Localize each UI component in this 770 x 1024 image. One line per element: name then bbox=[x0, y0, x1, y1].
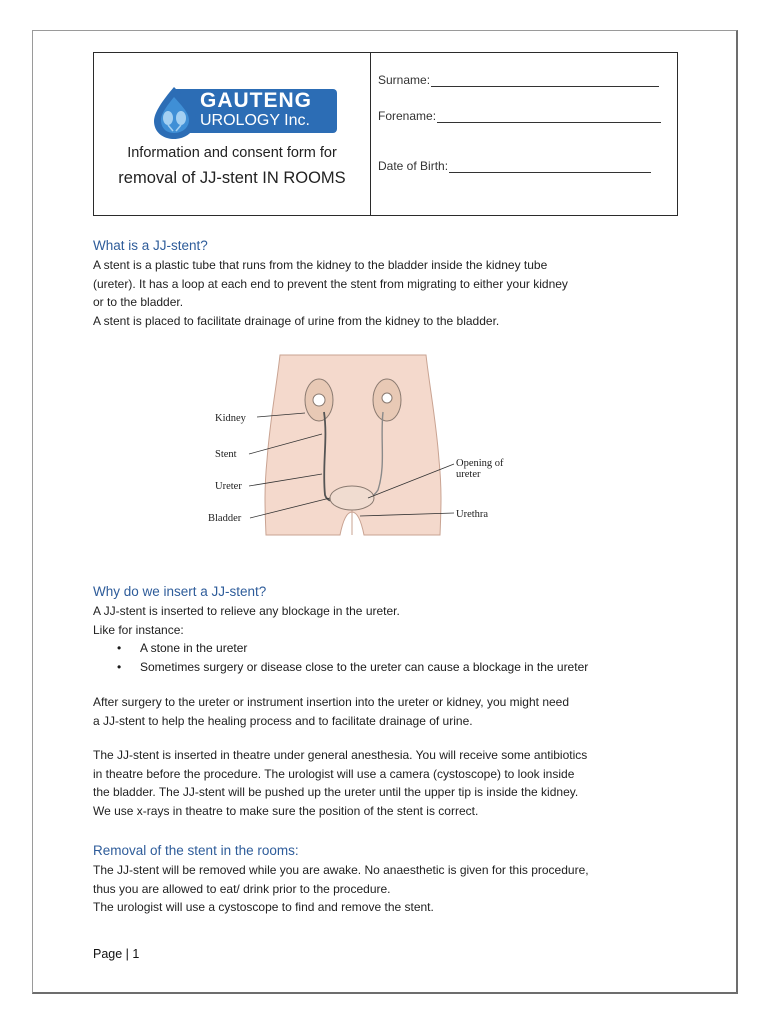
heading-removal: Removal of the stent in the rooms: bbox=[93, 843, 299, 858]
heading-what-is-stent: What is a JJ-stent? bbox=[93, 238, 208, 253]
form-title-line2: removal of JJ-stent IN ROOMS bbox=[118, 169, 346, 187]
logo-text-gauteng: GAUTENG bbox=[200, 89, 312, 112]
why-p3-line-1: After surgery to the ureter or instrument insertion into the ureter or kidney, you might need bbox=[93, 695, 570, 709]
removal-line-1: The JJ-stent will be removed while you are awake. No anaesthetic is given for this procedure, bbox=[93, 863, 589, 877]
anatomy-figure bbox=[200, 350, 525, 540]
removal-line-3: The urologist will use a cystoscope to find and remove the stent. bbox=[93, 900, 434, 914]
why-p4-line-1: The JJ-stent is inserted in theatre under general anesthesia. You will receive some antibiotics bbox=[93, 748, 588, 762]
list-item: • Sometimes surgery or disease close to the ureter can cause a blockage in the ureter bbox=[93, 658, 683, 677]
dob-field[interactable] bbox=[378, 159, 651, 173]
why-p4-line-2: in theatre before the procedure. The urologist will use a camera (cystoscope) to look inside bbox=[93, 766, 575, 781]
forename-line[interactable] bbox=[437, 110, 661, 123]
why-line-2: Like for instance: bbox=[93, 622, 184, 637]
why-paragraph-3 bbox=[93, 746, 683, 820]
what-paragraph bbox=[93, 256, 683, 330]
header-box bbox=[93, 52, 678, 216]
list-item: • A stone in the ureter bbox=[93, 639, 683, 658]
what-line-3: or to the bladder. bbox=[93, 295, 184, 309]
surname-label: Surname: bbox=[378, 73, 431, 87]
page-number: Page | 1 bbox=[93, 947, 140, 961]
stent-illustration bbox=[200, 350, 525, 540]
why-line-1: A JJ-stent is inserted to relieve any blockage in the ureter. bbox=[93, 604, 400, 618]
what-line-2: (ureter). It has a loop at each end to prevent the stent from migrating to either your kidney bbox=[93, 276, 568, 291]
form-title-line1: Information and consent form for bbox=[127, 145, 337, 161]
what-line-1: A stent is a plastic tube that runs from the kidney to the bladder inside the kidney tube bbox=[93, 258, 548, 272]
why-intro bbox=[93, 602, 683, 639]
what-line-4: A stent is placed to facilitate drainage of urine from the kidney to the bladder. bbox=[93, 313, 500, 328]
label-stent: Stent bbox=[215, 449, 237, 460]
why-bullet-list bbox=[93, 639, 683, 676]
forename-label: Forename: bbox=[378, 109, 437, 123]
label-opening-1: Opening of bbox=[456, 458, 504, 469]
surname-field[interactable] bbox=[378, 73, 659, 87]
label-opening-2: ureter bbox=[456, 469, 481, 480]
gauteng-urology-logo bbox=[152, 83, 342, 139]
logo-text-urology: UROLOGY Inc. bbox=[200, 112, 310, 129]
label-bladder: Bladder bbox=[208, 513, 242, 524]
removal-line-2: thus you are allowed to eat/ drink prior to the procedure. bbox=[93, 881, 391, 896]
why-p4-line-4: We use x-rays in theatre to make sure the position of the stent is correct. bbox=[93, 803, 479, 818]
label-kidney: Kidney bbox=[215, 413, 246, 424]
label-ureter: Ureter bbox=[215, 481, 242, 492]
why-p3-line-2: a JJ-stent to help the healing process and to facilitate drainage of urine. bbox=[93, 713, 473, 728]
dob-label: Date of Birth: bbox=[378, 159, 449, 173]
header-left bbox=[94, 53, 371, 215]
surname-line[interactable] bbox=[431, 74, 659, 87]
header-right bbox=[371, 53, 677, 215]
removal-paragraph bbox=[93, 861, 683, 917]
label-urethra: Urethra bbox=[456, 509, 489, 520]
heading-why-insert: Why do we insert a JJ-stent? bbox=[93, 584, 267, 599]
dob-line[interactable] bbox=[449, 160, 651, 173]
why-paragraph-2 bbox=[93, 693, 683, 730]
why-p4-line-3: the bladder. The JJ-stent will be pushed up the ureter until the upper tip is inside the kidney. bbox=[93, 785, 579, 799]
forename-field[interactable] bbox=[378, 109, 661, 123]
